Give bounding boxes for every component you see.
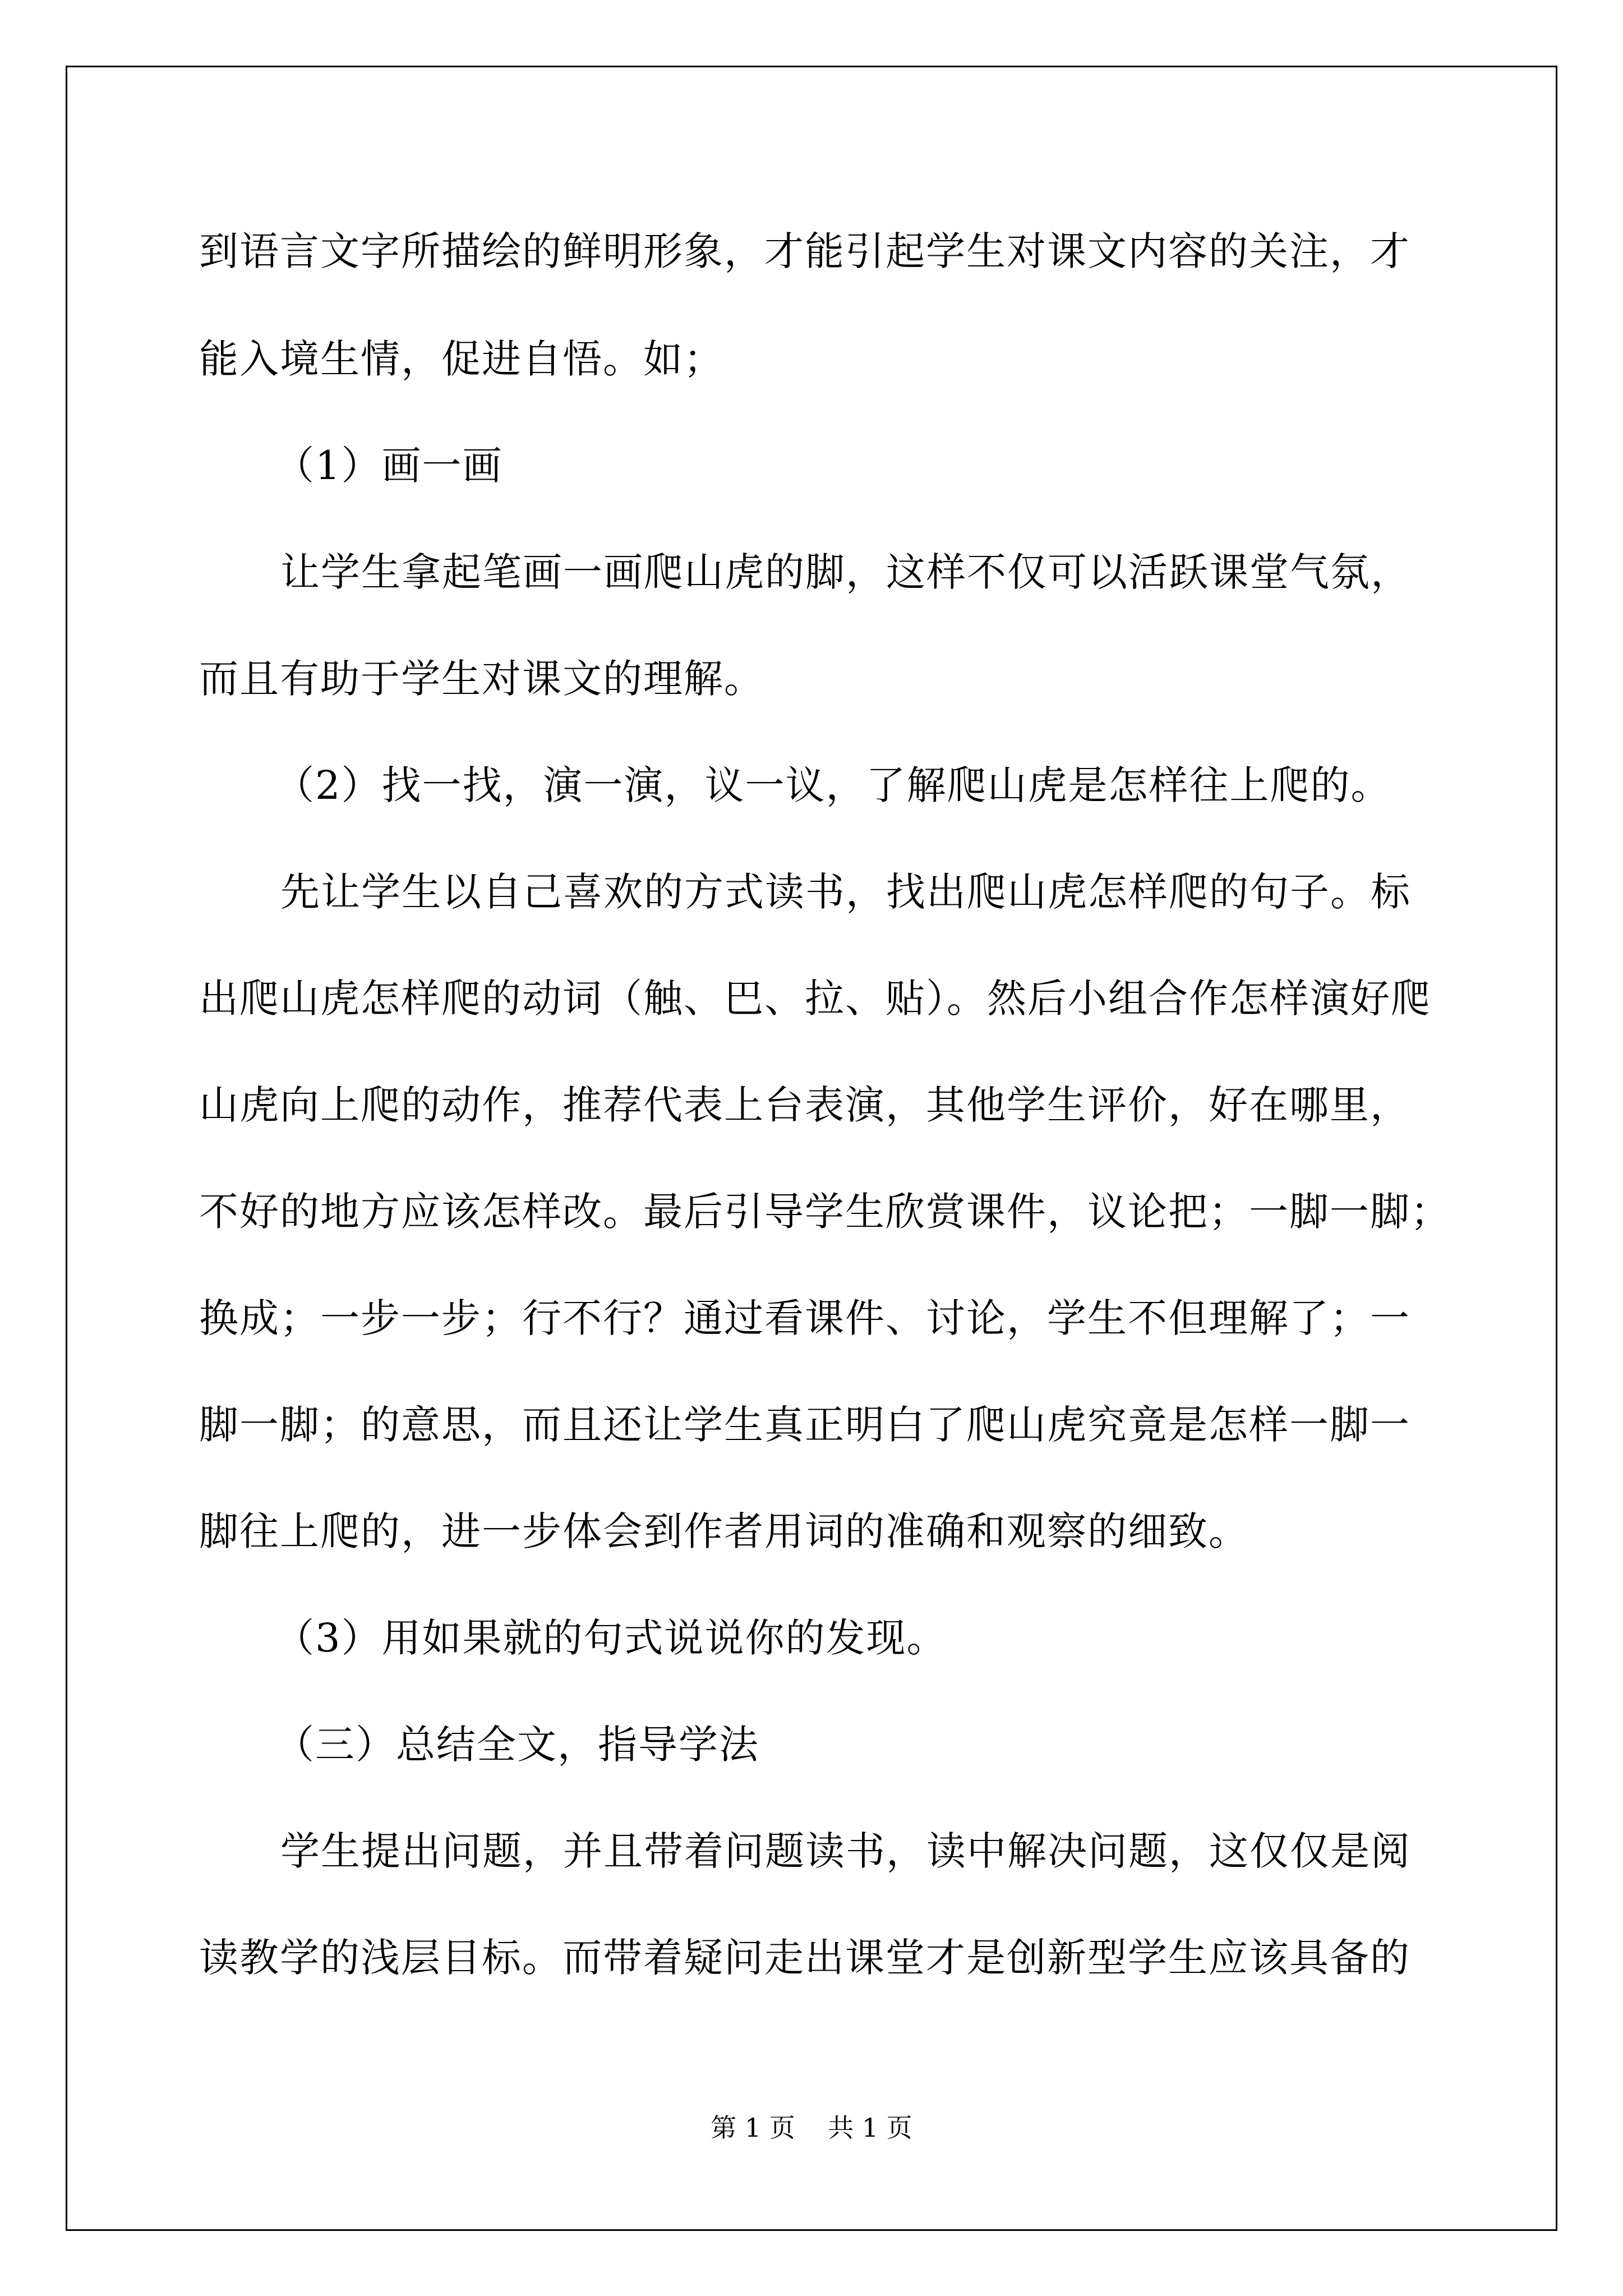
body-line-3: 让学生拿起笔画一画爬山虎的脚，这样不仅可以活跃课堂气氛， (280, 549, 1411, 595)
body-line-12: 学生提出问题，并且带着问题读书，读中解决问题，这仅仅是阅 (280, 1828, 1411, 1874)
subheading-find-act-discuss: （2）找一找，演一演，议一议，了解爬山虎是怎样往上爬的。 (275, 762, 1391, 808)
body-line-5: 先让学生以自己喜欢的方式读书，找出爬山虎怎样爬的句子。标 (280, 869, 1411, 915)
body-line-2: 能入境生情，促进自悟。如； (199, 336, 724, 382)
body-line-9: 换成；一步一步；行不行？通过看课件、讨论，学生不但理解了；一 (199, 1295, 1410, 1341)
section-heading-summary: （三）总结全文，指导学法 (275, 1722, 759, 1768)
page-number-footer: 第 1 页 共 1 页 (711, 2113, 912, 2143)
body-line-7: 山虎向上爬的动作，推荐代表上台表演，其他学生评价，好在哪里， (199, 1082, 1410, 1128)
subheading-draw: （1）画一画 (275, 443, 503, 489)
body-line-11: 脚往上爬的，进一步体会到作者用词的准确和观察的细致。 (199, 1508, 1249, 1554)
subheading-if-then: （3）用如果就的句式说说你的发现。 (275, 1615, 947, 1661)
body-line-13: 读教学的浅层目标。而带着疑问走出课堂才是创新型学生应该具备的 (199, 1935, 1410, 1981)
body-line-10: 脚一脚；的意思，而且还让学生真正明白了爬山虎究竟是怎样一脚一 (199, 1402, 1410, 1448)
body-line-1: 到语言文字所描绘的鲜明形象，才能引起学生对课文内容的关注，才 (199, 228, 1410, 274)
body-line-4: 而且有助于学生对课文的理解。 (199, 656, 764, 702)
body-line-6: 出爬山虎怎样爬的动词（触、巴、拉、贴）。然后小组合作怎样演好爬 (199, 976, 1431, 1022)
body-line-8: 不好的地方应该怎样改。最后引导学生欣赏课件，议论把；一脚一脚； (199, 1189, 1451, 1235)
page-border (66, 66, 1557, 2231)
